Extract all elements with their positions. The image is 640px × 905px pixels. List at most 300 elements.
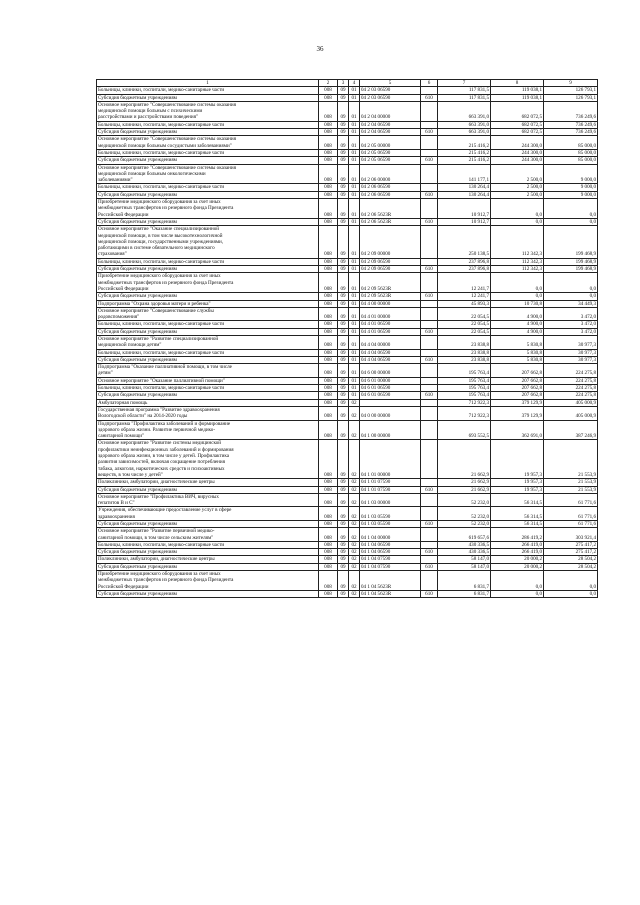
table-row [97, 377, 598, 384]
row-amount-year-1: 195 763,4 [438, 385, 491, 392]
row-podrazdel: 02 [349, 521, 360, 528]
row-target-article: 04 6 01 06590 [360, 392, 421, 399]
row-podrazdel: 01 [349, 101, 360, 121]
row-amount-year-3: 85 000,0 [544, 136, 598, 150]
row-ved: 008 [319, 399, 338, 406]
row-target-article: 04 1 04 5623R [360, 571, 421, 591]
row-target-article: 04 2 09 06590 [360, 258, 421, 265]
table-row [97, 101, 598, 121]
row-razdel: 09 [338, 571, 349, 591]
row-expense-type: 610 [421, 129, 438, 136]
header-col-4: 4 [349, 80, 360, 87]
row-amount-year-3: 303 921,4 [544, 528, 598, 542]
row-amount-year-3: 61 771,6 [544, 521, 598, 528]
row-amount-year-2: 20 000,2 [491, 556, 544, 563]
row-expense-type: 610 [421, 328, 438, 335]
row-podrazdel: 01 [349, 218, 360, 225]
row-ved: 008 [319, 307, 338, 321]
row-amount-year-3: 405 000,9 [544, 406, 598, 420]
table-row [97, 406, 598, 420]
row-expense-type [421, 377, 438, 384]
row-target-article: 04 1 04 5623R [360, 590, 421, 597]
row-razdel: 09 [338, 493, 349, 507]
row-amount-year-1: 21 662,9 [438, 479, 491, 486]
row-razdel: 09 [338, 556, 349, 563]
row-expense-type [421, 364, 438, 378]
row-podrazdel: 01 [349, 377, 360, 384]
row-amount-year-2: 10 730,8 [491, 300, 544, 307]
row-amount-year-2: 4 900,0 [491, 321, 544, 328]
row-amount-year-2: 0,0 [491, 571, 544, 591]
row-razdel: 09 [338, 479, 349, 486]
row-amount-year-3: 736 249,6 [544, 121, 598, 128]
table-row [97, 486, 598, 493]
row-amount-year-1: 117 831,5 [438, 94, 491, 101]
row-ved: 008 [319, 486, 338, 493]
row-amount-year-3: 224 275,8 [544, 385, 598, 392]
row-podrazdel: 02 [349, 406, 360, 420]
row-podrazdel: 01 [349, 136, 360, 150]
row-amount-year-2: 0,0 [491, 273, 544, 293]
row-razdel: 09 [338, 521, 349, 528]
row-razdel: 09 [338, 528, 349, 542]
row-podrazdel: 01 [349, 121, 360, 128]
row-expense-type [421, 528, 438, 542]
row-target-article: 04 1 01 07590 [360, 479, 421, 486]
row-amount-year-2: 0,0 [491, 199, 544, 219]
table-row [97, 528, 598, 542]
row-target-article: 04 4 04 06590 [360, 349, 421, 356]
row-expense-type [421, 507, 438, 521]
row-ved: 008 [319, 184, 338, 191]
row-target-article: 04 6 00 00000 [360, 364, 421, 378]
row-razdel: 09 [338, 184, 349, 191]
table-row [97, 307, 598, 321]
row-amount-year-2: 244 300,0 [491, 149, 544, 156]
row-expense-type [421, 184, 438, 191]
row-expense-type [421, 87, 438, 94]
row-amount-year-3: 9 000,0 [544, 191, 598, 198]
row-name: Основное мероприятие "Развитие первичной медико- санитарной помощи, в том числе сельским жителям" [97, 528, 319, 542]
row-name: Основное мероприятие "Оказание паллиативной помощи" [97, 377, 319, 384]
row-target-article: 04 1 04 06590 [360, 541, 421, 548]
table-row [97, 541, 598, 548]
row-podrazdel: 02 [349, 399, 360, 406]
row-expense-type [421, 440, 438, 479]
row-amount-year-2: 207 662,8 [491, 385, 544, 392]
row-razdel: 09 [338, 385, 349, 392]
header-col-8: 8 [491, 80, 544, 87]
row-name: Основное мероприятие "Совершенствование службы родовспоможения" [97, 307, 319, 321]
row-amount-year-1: 215 416,2 [438, 136, 491, 150]
row-podrazdel: 02 [349, 563, 360, 570]
row-expense-type [421, 136, 438, 150]
row-razdel: 09 [338, 563, 349, 570]
row-expense-type: 610 [421, 563, 438, 570]
table-row [97, 121, 598, 128]
row-razdel: 09 [338, 129, 349, 136]
row-target-article: 04 2 03 06590 [360, 87, 421, 94]
row-expense-type: 610 [421, 549, 438, 556]
row-expense-type [421, 571, 438, 591]
row-target-article: 04 2 09 5623R [360, 293, 421, 300]
row-name: Субсидия бюджетным учреждениям [97, 157, 319, 164]
row-target-article: 04 1 04 06590 [360, 549, 421, 556]
row-ved: 008 [319, 356, 338, 363]
table-row [97, 328, 598, 335]
row-amount-year-1: 52 232,0 [438, 521, 491, 528]
row-ved: 008 [319, 521, 338, 528]
row-razdel: 09 [338, 399, 349, 406]
row-razdel: 09 [338, 349, 349, 356]
row-amount-year-3: 30 977,3 [544, 356, 598, 363]
row-amount-year-1: 21 662,9 [438, 486, 491, 493]
table-header [97, 80, 598, 87]
row-amount-year-3: 61 771,6 [544, 507, 598, 521]
row-amount-year-1: 250 138,5 [438, 226, 491, 258]
row-amount-year-3: 3 472,0 [544, 321, 598, 328]
row-amount-year-1: 130 264,4 [438, 184, 491, 191]
row-amount-year-1: 663 391,0 [438, 121, 491, 128]
row-target-article: 04 2 03 06590 [360, 94, 421, 101]
row-amount-year-1: 52 232,0 [438, 493, 491, 507]
row-podrazdel: 01 [349, 385, 360, 392]
row-podrazdel: 01 [349, 94, 360, 101]
row-podrazdel: 01 [349, 293, 360, 300]
row-amount-year-3: 28 504,2 [544, 556, 598, 563]
row-name: Субсидия бюджетным учреждениям [97, 191, 319, 198]
row-amount-year-2: 119 038,1 [491, 87, 544, 94]
header-col-2: 2 [319, 80, 338, 87]
row-expense-type: 610 [421, 590, 438, 597]
row-amount-year-2: 19 957,3 [491, 440, 544, 479]
row-podrazdel: 02 [349, 571, 360, 591]
row-name: Подпрограмма "Оказание паллиативной помощи, в том числе детям" [97, 364, 319, 378]
row-podrazdel: 02 [349, 541, 360, 548]
row-name: Амбулаторная помощь [97, 399, 319, 406]
row-target-article: 04 1 04 00000 [360, 528, 421, 542]
table-row [97, 157, 598, 164]
row-razdel: 09 [338, 199, 349, 219]
row-name: Субсидия бюджетным учреждениям [97, 218, 319, 225]
row-razdel: 09 [338, 273, 349, 293]
row-amount-year-1: 130 264,4 [438, 191, 491, 198]
row-amount-year-1: 141 177,1 [438, 164, 491, 184]
row-expense-type: 610 [421, 486, 438, 493]
row-name: Подпрограмма "Профилактика заболеваний и формирование здорового образа жизни. Развитие первичной медико- санитарной помощи" [97, 420, 319, 440]
row-ved: 008 [319, 335, 338, 349]
row-podrazdel: 01 [349, 87, 360, 94]
table-row [97, 149, 598, 156]
table-row [97, 364, 598, 378]
row-amount-year-2: 2 500,0 [491, 191, 544, 198]
row-podrazdel: 01 [349, 226, 360, 258]
row-podrazdel: 01 [349, 199, 360, 219]
row-expense-type: 610 [421, 191, 438, 198]
row-target-article: 04 2 06 5623R [360, 218, 421, 225]
row-razdel: 09 [338, 392, 349, 399]
row-amount-year-1: 12 241,7 [438, 273, 491, 293]
row-ved: 008 [319, 273, 338, 293]
row-amount-year-1: 712 922,3 [438, 406, 491, 420]
row-ved: 008 [319, 349, 338, 356]
row-expense-type [421, 226, 438, 258]
row-name: Больницы, клиники, госпитали, медико-санитарные части [97, 321, 319, 328]
row-razdel: 09 [338, 321, 349, 328]
row-target-article: 04 0 00 00000 [360, 406, 421, 420]
row-ved: 008 [319, 129, 338, 136]
row-ved: 008 [319, 549, 338, 556]
row-razdel: 09 [338, 377, 349, 384]
row-amount-year-1: 58 147,0 [438, 556, 491, 563]
row-podrazdel: 01 [349, 364, 360, 378]
row-podrazdel: 01 [349, 184, 360, 191]
row-target-article: 04 2 06 06590 [360, 191, 421, 198]
table-row [97, 590, 598, 597]
row-name: Приобретение медицинского оборудования за счет иных межбюджетных трансфертов из резервного фонда Президента Российской Федерации [97, 273, 319, 293]
row-name: Субсидия бюджетным учреждениям [97, 486, 319, 493]
row-name: Учреждения, обеспечивающие предоставление услуг в сфере здравоохранения [97, 507, 319, 521]
row-podrazdel: 02 [349, 528, 360, 542]
row-amount-year-3: 85 000,0 [544, 149, 598, 156]
row-razdel: 09 [338, 218, 349, 225]
row-amount-year-3: 0,0 [544, 273, 598, 293]
row-razdel: 09 [338, 121, 349, 128]
row-amount-year-3: 0,0 [544, 293, 598, 300]
row-podrazdel: 01 [349, 349, 360, 356]
row-expense-type [421, 300, 438, 307]
row-target-article: 04 6 01 00000 [360, 377, 421, 384]
table-row [97, 521, 598, 528]
row-ved: 008 [319, 136, 338, 150]
row-razdel: 09 [338, 328, 349, 335]
row-amount-year-2: 266 419,0 [491, 549, 544, 556]
row-razdel: 09 [338, 157, 349, 164]
row-ved: 008 [319, 590, 338, 597]
row-podrazdel: 02 [349, 486, 360, 493]
row-name: Субсидия бюджетным учреждениям [97, 521, 319, 528]
table-row [97, 129, 598, 136]
row-amount-year-1: 10 912,7 [438, 199, 491, 219]
table-row [97, 549, 598, 556]
row-target-article: 04 2 05 00000 [360, 136, 421, 150]
row-expense-type: 610 [421, 293, 438, 300]
row-razdel: 09 [338, 440, 349, 479]
row-name: Больницы, клиники, госпитали, медико-санитарные части [97, 258, 319, 265]
row-razdel: 09 [338, 590, 349, 597]
row-name: Субсидия бюджетным учреждениям [97, 328, 319, 335]
row-amount-year-3: 28 504,2 [544, 563, 598, 570]
row-expense-type: 610 [421, 94, 438, 101]
table-row [97, 293, 598, 300]
row-name: Субсидия бюджетным учреждениям [97, 590, 319, 597]
row-podrazdel: 02 [349, 556, 360, 563]
row-podrazdel: 01 [349, 258, 360, 265]
row-podrazdel: 01 [349, 164, 360, 184]
row-amount-year-3: 275 417,2 [544, 541, 598, 548]
row-ved: 008 [319, 157, 338, 164]
row-target-article: 04 1 04 07590 [360, 563, 421, 570]
row-amount-year-3: 21 553,9 [544, 486, 598, 493]
row-ved: 008 [319, 321, 338, 328]
row-podrazdel: 01 [349, 191, 360, 198]
row-ved: 008 [319, 164, 338, 184]
row-amount-year-3: 9 000,0 [544, 164, 598, 184]
row-amount-year-1: 430 336,5 [438, 541, 491, 548]
row-razdel: 09 [338, 191, 349, 198]
row-amount-year-1: 10 912,7 [438, 218, 491, 225]
table-row [97, 563, 598, 570]
row-amount-year-3: 3 472,0 [544, 328, 598, 335]
row-ved: 008 [319, 87, 338, 94]
row-target-article: 04 2 04 06590 [360, 121, 421, 128]
row-target-article: 04 4 01 00000 [360, 307, 421, 321]
row-razdel: 09 [338, 293, 349, 300]
table-row [97, 199, 598, 219]
row-amount-year-2: 5 830,8 [491, 349, 544, 356]
row-amount-year-1: 693 552,5 [438, 420, 491, 440]
row-amount-year-1: 215 416,2 [438, 149, 491, 156]
row-target-article: 04 4 01 06590 [360, 321, 421, 328]
row-podrazdel: 02 [349, 420, 360, 440]
row-expense-type [421, 164, 438, 184]
row-razdel: 09 [338, 420, 349, 440]
row-podrazdel: 01 [349, 266, 360, 273]
table-row [97, 440, 598, 479]
row-podrazdel: 02 [349, 507, 360, 521]
row-amount-year-3: 0,0 [544, 218, 598, 225]
row-name: Субсидия бюджетным учреждениям [97, 94, 319, 101]
row-razdel: 09 [338, 307, 349, 321]
row-expense-type [421, 541, 438, 548]
row-name: Больницы, клиники, госпитали, медико-санитарные части [97, 149, 319, 156]
row-amount-year-3: 736 249,6 [544, 101, 598, 121]
row-target-article: 04 1 03 05590 [360, 521, 421, 528]
row-amount-year-2: 0,0 [491, 218, 544, 225]
row-razdel: 09 [338, 356, 349, 363]
header-col-7: 7 [438, 80, 491, 87]
row-amount-year-2: 4 900,0 [491, 307, 544, 321]
table-row [97, 164, 598, 184]
row-amount-year-2: 5 830,8 [491, 356, 544, 363]
row-podrazdel: 02 [349, 590, 360, 597]
row-amount-year-2: 112 342,3 [491, 226, 544, 258]
row-target-article: 04 4 04 06590 [360, 356, 421, 363]
row-amount-year-3: 224 275,8 [544, 377, 598, 384]
row-name: Основное мероприятие "Совершенствование системы оказания медицинской помощи больным сосудистыми заболеваниями" [97, 136, 319, 150]
row-ved: 008 [319, 406, 338, 420]
row-amount-year-1: 619 657,6 [438, 528, 491, 542]
row-podrazdel: 01 [349, 129, 360, 136]
row-expense-type [421, 101, 438, 121]
table-row [97, 136, 598, 150]
row-amount-year-1: 22 054,5 [438, 307, 491, 321]
table-row [97, 507, 598, 521]
row-amount-year-3: 34 449,3 [544, 300, 598, 307]
row-amount-year-3: 387 246,9 [544, 420, 598, 440]
row-amount-year-1: 12 241,7 [438, 293, 491, 300]
table-row [97, 479, 598, 486]
row-amount-year-2: 112 342,3 [491, 266, 544, 273]
row-razdel: 09 [338, 406, 349, 420]
row-razdel: 09 [338, 94, 349, 101]
row-razdel: 09 [338, 364, 349, 378]
row-target-article [360, 399, 421, 406]
row-ved: 008 [319, 392, 338, 399]
row-amount-year-3: 0,0 [544, 199, 598, 219]
row-amount-year-3: 199 468,9 [544, 258, 598, 265]
row-amount-year-1: 195 763,4 [438, 377, 491, 384]
row-amount-year-1: 23 838,8 [438, 356, 491, 363]
row-ved: 008 [319, 266, 338, 273]
row-razdel: 09 [338, 101, 349, 121]
row-name: Больницы, клиники, госпитали, медико-санитарные части [97, 121, 319, 128]
row-amount-year-3: 224 275,8 [544, 364, 598, 378]
row-expense-type [421, 321, 438, 328]
table-row [97, 392, 598, 399]
row-razdel: 09 [338, 136, 349, 150]
row-razdel: 09 [338, 258, 349, 265]
row-ved: 008 [319, 94, 338, 101]
row-target-article: 04 2 09 5623R [360, 273, 421, 293]
table-row [97, 349, 598, 356]
budget-table [96, 79, 598, 598]
row-target-article: 04 4 04 00000 [360, 335, 421, 349]
row-amount-year-2: 5 830,8 [491, 335, 544, 349]
row-target-article: 04 2 06 06590 [360, 184, 421, 191]
row-razdel: 09 [338, 486, 349, 493]
row-amount-year-1: 663 391,0 [438, 101, 491, 121]
row-expense-type [421, 399, 438, 406]
row-amount-year-2: 207 662,8 [491, 392, 544, 399]
row-razdel: 09 [338, 335, 349, 349]
header-col-3: 3 [338, 80, 349, 87]
row-target-article: 04 1 03 05590 [360, 507, 421, 521]
header-col-9: 9 [544, 80, 598, 87]
row-amount-year-2: 4 900,0 [491, 328, 544, 335]
row-expense-type [421, 420, 438, 440]
table-row [97, 191, 598, 198]
row-target-article: 04 2 04 00000 [360, 101, 421, 121]
table-row [97, 556, 598, 563]
row-ved: 008 [319, 528, 338, 542]
row-amount-year-1: 23 838,8 [438, 349, 491, 356]
table-row [97, 571, 598, 591]
row-podrazdel: 01 [349, 307, 360, 321]
row-amount-year-3: 199 468,9 [544, 226, 598, 258]
row-podrazdel: 01 [349, 149, 360, 156]
row-amount-year-2: 56 314,5 [491, 493, 544, 507]
row-amount-year-3: 85 000,0 [544, 157, 598, 164]
row-expense-type [421, 479, 438, 486]
row-ved: 008 [319, 199, 338, 219]
table-row [97, 385, 598, 392]
row-expense-type [421, 335, 438, 349]
row-target-article: 04 4 01 06590 [360, 328, 421, 335]
row-amount-year-3: 199 468,9 [544, 266, 598, 273]
page-number: 36 [316, 45, 324, 53]
row-razdel: 09 [338, 266, 349, 273]
row-expense-type [421, 349, 438, 356]
row-amount-year-1: 6 831,7 [438, 590, 491, 597]
table-row [97, 273, 598, 293]
row-name: Больницы, клиники, госпитали, медико-санитарные части [97, 349, 319, 356]
row-ved: 008 [319, 440, 338, 479]
row-amount-year-1: 430 336,5 [438, 549, 491, 556]
row-ved: 008 [319, 420, 338, 440]
table-row [97, 493, 598, 507]
row-target-article: 04 1 01 07590 [360, 486, 421, 493]
